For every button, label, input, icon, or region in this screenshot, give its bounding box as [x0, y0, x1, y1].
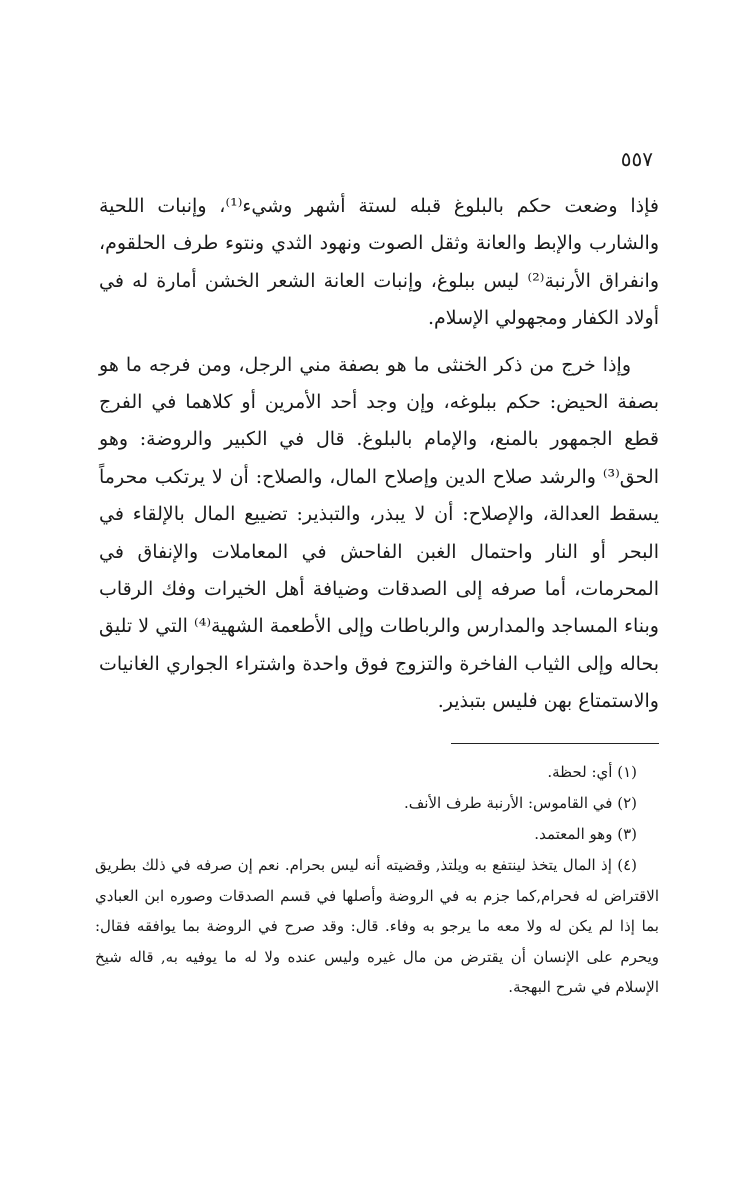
page-number: ٥٥٧ — [620, 147, 653, 171]
footnote: (٣) وهو المعتمد. — [534, 825, 637, 843]
body-paragraph: فإذا وضعت حكم بالبلوغ قبله لستة أشهر وشيء⁽¹⁾، وإنبات اللحية والشارب والإبط والعانة وثقل الصوت ونهود الثدي ونتوء طرف الحلقوم، وانفراق الأرنبة⁽²⁾ ليس ببلوغ، وإنبات العانة الشعر الخشن أمارة له في أولاد الكفار ومجهولي الإسلام. — [99, 195, 660, 330]
footnote-divider — [451, 743, 659, 744]
footnote: (٢) في القاموس: الأرنبة طرف الأنف. — [404, 794, 637, 812]
footnote: (٤) إذ المال يتخذ لينتفع به ويلتذ, وقضيته أنه ليس بحرام. نعم إن صرفه في ذلك بطريق الاقتراض له فحرام,كما جزم به في الروضة وأصلها في قسم الصدقات وصوره ابن العبادي بما إذا لم يكن له ولا معه ما يرجو به وفاء. قال: وقد صرح في الروضة بما يوافقه فقال: ويحرم على الإنسان أن يقترض من مال غيره وليس عنده ولا له ما يوفيه به, قاله شيخ الإسلام في شرح البهجة. — [95, 856, 659, 996]
body-paragraph: وإذا خرج من ذكر الخنثى ما هو بصفة مني الرجل، ومن فرجه ما هو بصفة الحيض: حكم ببلوغه، وإن وجد أحد الأمرين أو كلاهما في الفرج قطع الجمهور بالمنع، والإمام بالبلوغ. قال في الكبير والروضة: وهو الحق⁽³⁾ والرشد صلاح الدين وإصلاح المال، والصلاح: أن لا يرتكب محرماً يسقط العدالة، والإصلاح: أن لا يبذر، والتبذير: تضييع المال بالإلقاء في البحر أو النار واحتمال الغبن الفاحش في المعاملات والإنفاق في المحرمات، أما صرفه إلى الصدقات وضيافة أهل الخيرات وفك الرقاب وبناء المساجد والمدارس والرباطات وإلى الأطعمة الشهية⁽⁴⁾ التي لا تليق بحاله وإلى الثياب الفاخرة والتزوج فوق واحدة واشتراء الجواري الغانيات والاستمتاع بهن فليس بتبذير. — [99, 353, 659, 713]
main-text — [99, 188, 659, 730]
footnotes — [95, 757, 659, 1003]
footnote: (١) أي: لحظة. — [547, 763, 637, 781]
